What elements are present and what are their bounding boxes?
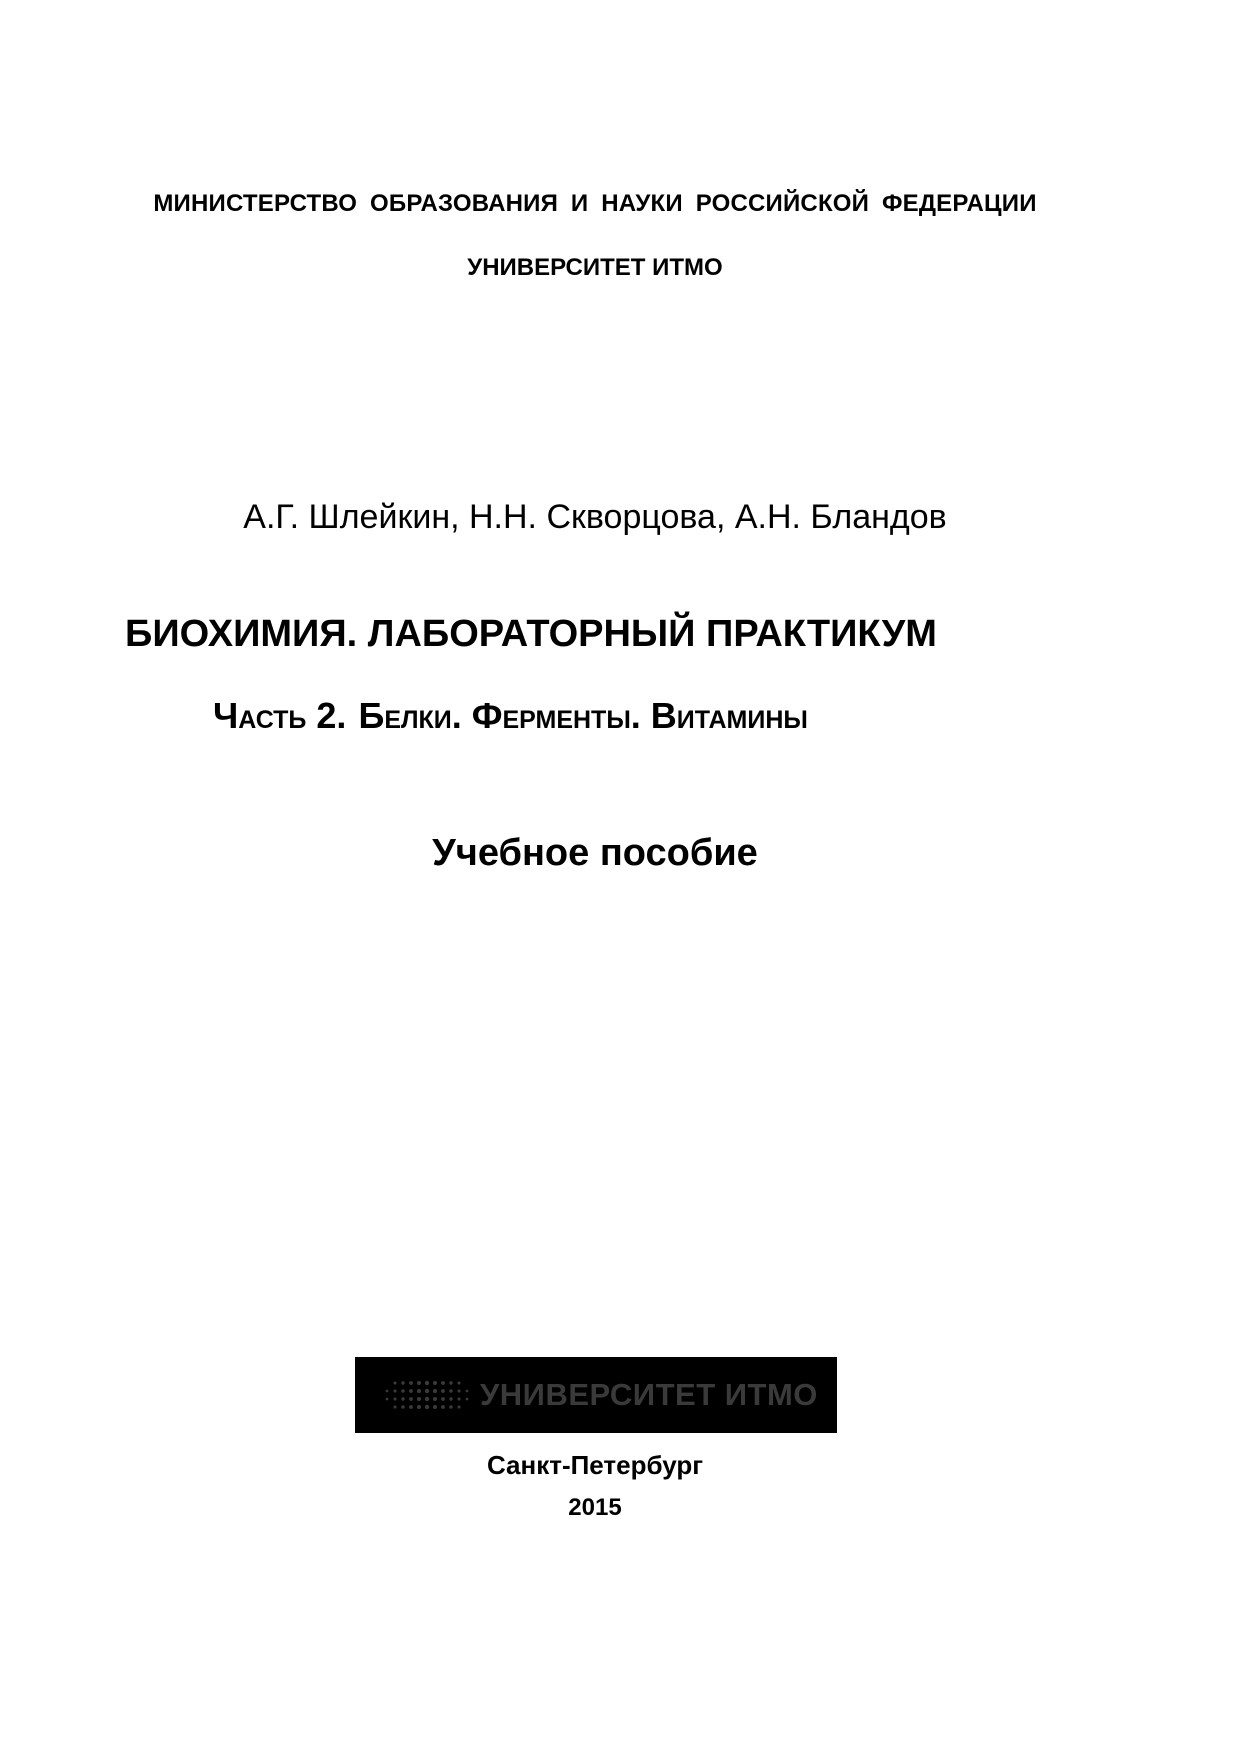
- ministry-heading: МИНИСТЕРСТВО ОБРАЗОВАНИЯ И НАУКИ РОССИЙСКОЙ ФЕДЕРАЦИИ: [153, 190, 1037, 217]
- book-title: БИОХИМИЯ. ЛАБОРАТОРНЫЙ ПРАКТИКУМ: [125, 613, 937, 655]
- publication-city: Санкт-Петербург: [486, 1450, 704, 1480]
- document-type: Учебное пособие: [432, 832, 758, 874]
- book-subtitle: [213, 695, 808, 737]
- itmo-dots-logo-icon: [383, 1379, 471, 1411]
- itmo-logo: [355, 1357, 837, 1433]
- logo-text: УНИВЕРСИТЕТ ИТМО: [480, 1377, 818, 1412]
- subtitle-part: Часть 2.: [213, 695, 347, 736]
- publication-year: 2015: [568, 1494, 622, 1521]
- authors: А.Г. Шлейкин, Н.Н. Скворцова, А.Н. Бландов: [243, 498, 947, 536]
- subtitle-topics: Белки. Ферменты. Витамины: [358, 695, 808, 736]
- university-heading: УНИВЕРСИТЕТ ИТМО: [467, 254, 723, 281]
